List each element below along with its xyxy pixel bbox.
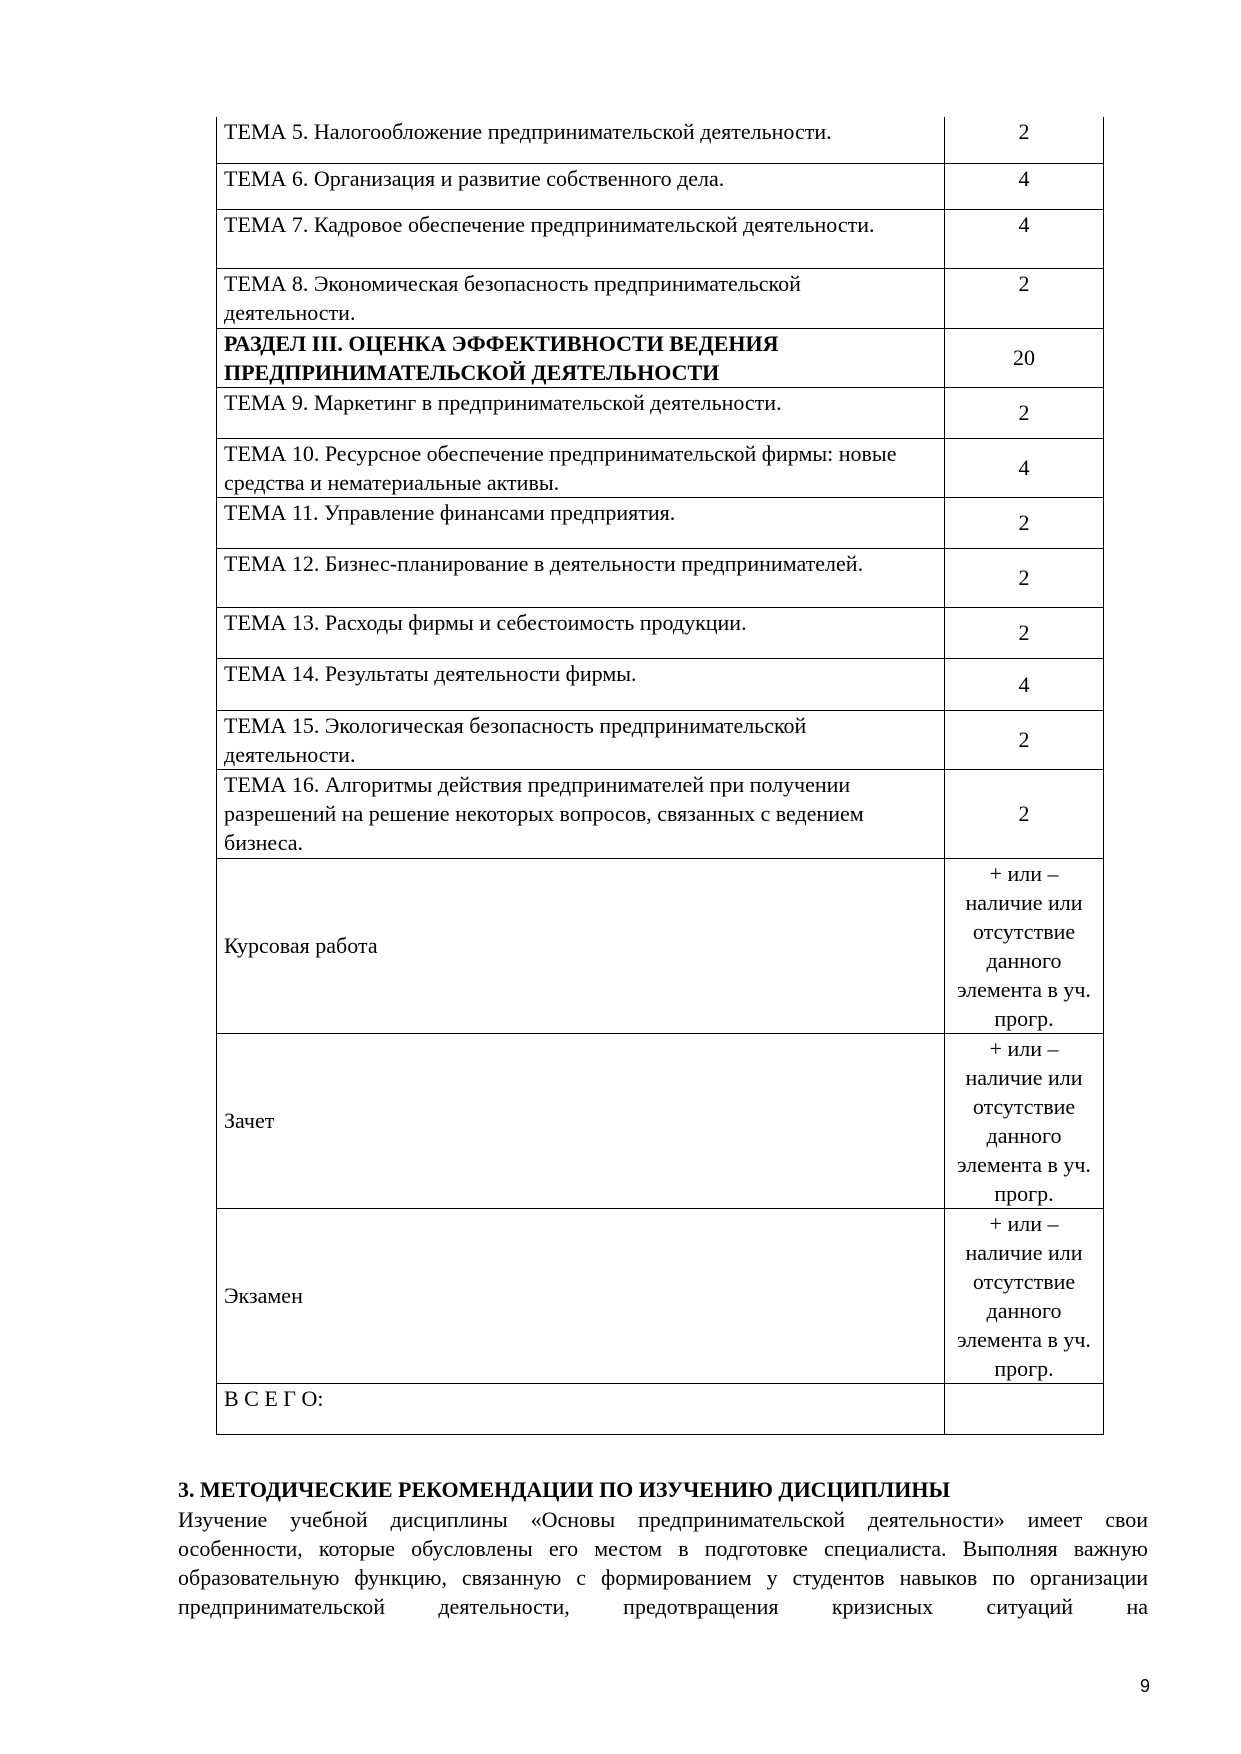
- topic-cell: ТЕМА 6. Организация и развитие собственного дела.: [217, 163, 945, 209]
- exam-cell: Экзамен: [217, 1208, 945, 1383]
- hours-cell: 4: [945, 209, 1104, 268]
- section-title-cell: РАЗДЕЛ III. ОЦЕНКА ЭФФЕКТИВНОСТИ ВЕДЕНИЯ ПРЕДПРИНИМАТЕЛЬСКОЙ ДЕЯТЕЛЬНОСТИ: [217, 328, 945, 387]
- element-presence-cell: + или – наличие или отсутствие данного элемента в уч. прогр.: [945, 1208, 1104, 1383]
- section-row: [217, 328, 1104, 387]
- table-row: [217, 1208, 1104, 1383]
- hours-cell: 2: [945, 769, 1104, 858]
- hours-cell: 2: [945, 548, 1104, 607]
- hours-cell: 20: [945, 328, 1104, 387]
- course-plan-table: [216, 117, 1104, 1435]
- topic-cell: ТЕМА 15. Экологическая безопасность предпринимательской деятельности.: [217, 710, 945, 769]
- page-number: 9: [1139, 1676, 1150, 1696]
- hours-cell: 2: [945, 607, 1104, 658]
- topic-cell: ТЕМА 14. Результаты деятельности фирмы.: [217, 658, 945, 710]
- table-row: [217, 858, 1104, 1033]
- topic-cell: ТЕМА 12. Бизнес-планирование в деятельности предпринимателей.: [217, 548, 945, 607]
- coursework-cell: Курсовая работа: [217, 858, 945, 1033]
- total-row: [217, 1383, 1104, 1434]
- element-presence-cell: + или – наличие или отсутствие данного элемента в уч. прогр.: [945, 858, 1104, 1033]
- table-row: [217, 1033, 1104, 1208]
- topic-cell: ТЕМА 7. Кадровое обеспечение предпринимательской деятельности.: [217, 209, 945, 268]
- table-row: [217, 710, 1104, 769]
- table-row: [217, 163, 1104, 209]
- hours-cell: 4: [945, 658, 1104, 710]
- topic-cell: ТЕМА 5. Налогообложение предпринимательской деятельности.: [217, 117, 945, 163]
- section-heading: 3. МЕТОДИЧЕСКИЕ РЕКОМЕНДАЦИИ ПО ИЗУЧЕНИЮ ДИСЦИПЛИНЫ: [178, 1477, 951, 1502]
- table-row: [217, 117, 1104, 163]
- topic-cell: ТЕМА 16. Алгоритмы действия предпринимателей при получении разрешений на решение некоторых вопросов, связанных с ведением бизнеса.: [217, 769, 945, 858]
- table-row: [217, 268, 1104, 328]
- hours-cell: 2: [945, 268, 1104, 328]
- topic-cell: ТЕМА 13. Расходы фирмы и себестоимость продукции.: [217, 607, 945, 658]
- table-row: [217, 438, 1104, 497]
- table-row: [217, 497, 1104, 548]
- topic-cell: ТЕМА 11. Управление финансами предприятия.: [217, 497, 945, 548]
- topic-cell: ТЕМА 10. Ресурсное обеспечение предпринимательской фирмы: новые средства и нематериальные активы.: [217, 438, 945, 497]
- hours-cell: 2: [945, 117, 1104, 163]
- table-row: [217, 387, 1104, 438]
- total-value-cell: [945, 1383, 1104, 1434]
- hours-cell: 2: [945, 497, 1104, 548]
- hours-cell: 4: [945, 163, 1104, 209]
- credit-cell: Зачет: [217, 1033, 945, 1208]
- table-row: [217, 607, 1104, 658]
- table-row: [217, 548, 1104, 607]
- table-row: [217, 769, 1104, 858]
- hours-cell: 4: [945, 438, 1104, 497]
- section-paragraph: Изучение учебной дисциплины «Основы предпринимательской деятельности» имеет свои особенности, которые обусловлены его местом в подготовке специалиста. Выполняя важную образовательную функцию, связанную с формированием у студентов навыков по организации предпринимательской деятельности, предотвращения кризисных ситуаций на: [178, 1507, 1148, 1619]
- table-row: [217, 658, 1104, 710]
- topic-cell: ТЕМА 8. Экономическая безопасность предпринимательской деятельности.: [217, 268, 945, 328]
- total-label-cell: В С Е Г О:: [217, 1383, 945, 1434]
- table-row: [217, 209, 1104, 268]
- hours-cell: 2: [945, 387, 1104, 438]
- hours-cell: 2: [945, 710, 1104, 769]
- element-presence-cell: + или – наличие или отсутствие данного элемента в уч. прогр.: [945, 1033, 1104, 1208]
- topic-cell: ТЕМА 9. Маркетинг в предпринимательской деятельности.: [217, 387, 945, 438]
